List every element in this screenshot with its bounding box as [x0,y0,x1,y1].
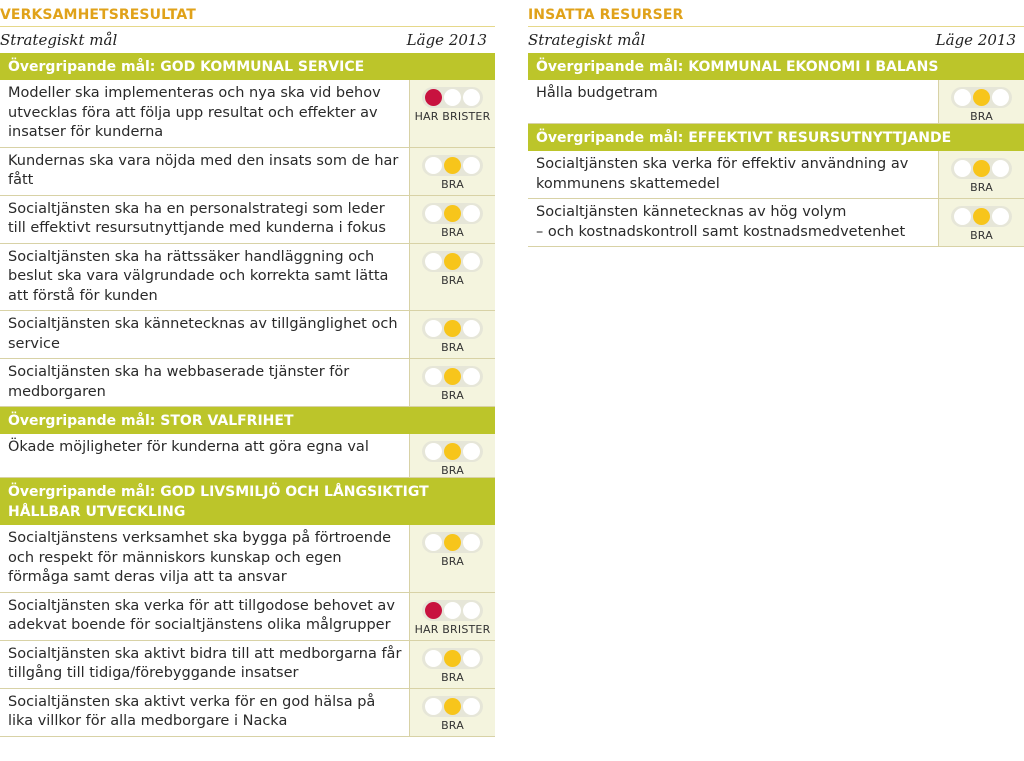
green-lamp [463,157,480,174]
green-lamp [463,253,480,270]
traffic-light-icon [422,441,483,462]
goal-row [0,641,495,689]
status-cell [409,80,495,147]
column-strategiskt-mal: Strategiskt mål [0,31,118,49]
red-lamp [954,89,971,106]
status-cell [409,148,495,195]
goal-row [0,525,495,593]
status-cell [409,359,495,406]
status-cell [409,244,495,311]
yellow-lamp [444,89,461,106]
column-lage: Läge 2013 [935,31,1016,49]
status-label: BRA [441,389,464,402]
goal-text: Modeller ska implementeras och nya ska vid behov utvecklas föra att följa upp resultat och effekter av insatser för kunderna [8,85,381,140]
red-lamp [425,534,442,551]
goal-text: Kundernas ska vara nöjda med den insats som de har fått [8,152,399,188]
yellow-lamp [973,160,990,177]
green-lamp [463,368,480,385]
traffic-light-icon [422,251,483,272]
red-lamp [425,443,442,460]
goals-table [528,53,1024,247]
green-lamp [463,650,480,667]
traffic-light-icon [422,87,483,108]
red-lamp [954,208,971,225]
traffic-light-icon [422,648,483,669]
traffic-light-icon [951,87,1012,108]
green-lamp [463,205,480,222]
traffic-light-icon [422,366,483,387]
status-cell [409,593,495,640]
goal-text: Socialtjänsten ska ha rättssäker handläggning och beslut ska vara välgrundade och korrekta samt lätta att förstå för kunden [8,248,389,304]
traffic-light-icon [422,318,483,339]
red-lamp [425,205,442,222]
red-lamp [425,368,442,385]
status-label: BRA [441,464,464,477]
status-label: BRA [441,718,464,732]
yellow-lamp [444,368,461,385]
status-cell [409,689,495,736]
red-lamp [425,157,442,174]
status-label: BRA [441,225,464,239]
goal-row [0,434,495,478]
green-lamp [992,208,1009,225]
status-cell [409,641,495,688]
red-lamp [425,89,442,106]
status-label: BRA [970,229,993,242]
status-cell [409,311,495,358]
group-header: Övergripande mål: STOR VALFRIHET [0,407,495,434]
goals-table [0,53,495,737]
yellow-lamp [444,534,461,551]
red-lamp [425,602,442,619]
status-label: BRA [441,555,464,568]
goal-text: Socialtjänstens verksamhet ska bygga på förtroende och respekt för människors kunskap och egen förmåga samt deras vilja att ta ansvar [8,530,392,585]
status-label: BRA [441,670,464,684]
status-cell [409,525,495,592]
red-lamp [425,320,442,337]
yellow-lamp [444,320,461,337]
green-lamp [463,443,480,460]
yellow-lamp [444,650,461,667]
red-lamp [954,160,971,177]
insatta-resurser-panel [528,0,1024,247]
status-label: BRA [441,341,464,354]
yellow-lamp [444,602,461,619]
yellow-lamp [444,253,461,270]
goal-text: Socialtjänsten ska kännetecknas av tillgänglighet och service [8,316,398,352]
goal-text: Socialtjänsten ska aktivt bidra till att medborgarna får tillgång till tidiga/förebyggande insatser [8,645,402,681]
goal-text: Socialtjänsten ska ha en personalstrategi som leder till effektivt resursutnyttjande med kunderna i fokus [8,200,386,236]
green-lamp [463,534,480,551]
status-label: BRA [970,181,993,194]
red-lamp [425,253,442,270]
yellow-lamp [973,208,990,225]
group-header: Övergripande mål: GOD LIVSMILJÖ OCH LÅNGSIKTIGT HÅLLBAR UTVECKLING [0,478,495,525]
green-lamp [463,602,480,619]
verksamhetsresultat-panel [0,0,495,737]
green-lamp [463,698,480,715]
goal-text: Hålla budgetram [536,85,658,101]
goal-text: Socialtjänsten ska verka för att tillgodose behovet av adekvat boende för socialtjänstens olika målgrupper [8,597,395,633]
red-lamp [425,650,442,667]
goal-text: Socialtjänsten ska verka för effektiv användning av kommunens skattemedel [536,156,909,192]
yellow-lamp [444,698,461,715]
traffic-light-icon [422,155,483,176]
yellow-lamp [444,205,461,222]
status-cell [938,151,1024,198]
goal-row [0,359,495,407]
column-strategiskt-mal: Strategiskt mål [528,31,646,49]
goal-text: Socialtjänsten ska ha webbaserade tjänster för medborgaren [8,364,350,400]
column-header [0,27,495,53]
goal-row [0,593,495,641]
goal-row [528,80,1024,124]
section-title: VERKSAMHETSRESULTAT [0,0,495,27]
traffic-light-icon [422,696,483,717]
column-lage: Läge 2013 [406,31,487,49]
status-label: HAR BRISTER [414,110,491,123]
yellow-lamp [444,157,461,174]
yellow-lamp [973,89,990,106]
goal-row [528,199,1024,247]
goal-text: Ökade möjligheter för kunderna att göra egna val [8,439,369,455]
status-cell [938,199,1024,246]
group-header: Övergripande mål: KOMMUNAL EKONOMI I BALANS [528,53,1024,80]
goal-text: Socialtjänsten kännetecknas av hög volym – och kostnadskontroll samt kostnadsmedvetenhet [536,204,906,240]
section-title: INSATTA RESURSER [528,0,1024,27]
goal-row [0,311,495,359]
status-label: BRA [441,273,464,287]
traffic-light-icon [951,158,1012,179]
goal-row [0,244,495,312]
green-lamp [992,160,1009,177]
status-cell [409,434,495,477]
goal-text: Socialtjänsten ska aktivt verka för en god hälsa på lika villkor för alla medborgare i Nacka [8,693,376,729]
goal-row [0,689,495,737]
group-header: Övergripande mål: EFFEKTIVT RESURSUTNYTTJANDE [528,124,1024,151]
goal-row [0,80,495,148]
traffic-light-icon [422,532,483,553]
green-lamp [463,89,480,106]
goal-row [528,151,1024,199]
green-lamp [463,320,480,337]
goal-row [0,148,495,196]
column-header [528,27,1024,53]
status-cell [938,80,1024,123]
status-cell [409,196,495,243]
status-label: BRA [970,110,993,123]
yellow-lamp [444,443,461,460]
red-lamp [425,698,442,715]
green-lamp [992,89,1009,106]
traffic-light-icon [422,600,483,621]
traffic-light-icon [422,203,483,224]
goal-row [0,196,495,244]
group-header: Övergripande mål: GOD KOMMUNAL SERVICE [0,53,495,80]
status-label: HAR BRISTER [414,622,491,636]
status-label: BRA [441,177,464,191]
traffic-light-icon [951,206,1012,227]
